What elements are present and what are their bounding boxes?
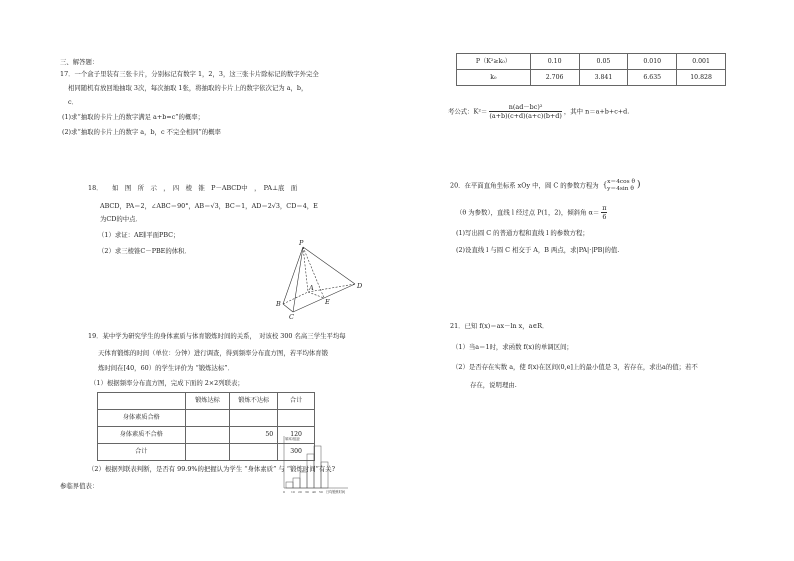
table-row [98, 410, 315, 427]
q18-line3: 为CD的中点． [100, 215, 142, 223]
edge-PC [293, 247, 303, 312]
q20-close-paren: ) [637, 180, 641, 191]
q20-line1 [450, 179, 641, 192]
table-cell [185, 427, 230, 444]
table-cell: 50 [230, 427, 278, 444]
q18-sub2: （2）求三棱锥C－PBE的体积． [98, 247, 191, 255]
table-cell: 0.001 [677, 54, 726, 70]
q21-sub2b: 存在，说明理由. [470, 381, 517, 389]
table-cell: 3.841 [579, 70, 628, 86]
pyramid-figure [270, 238, 370, 320]
table-header-cell [98, 393, 186, 410]
q18-line2: ABCD，PA＝2，∠ABC＝90°，AB＝√3，BC＝1，AD＝2√3，CD＝4，E [100, 202, 318, 210]
table-cell: 10.828 [677, 70, 726, 86]
edge-PD [303, 247, 355, 284]
table-cell: 身体素质合格 [98, 410, 186, 427]
table-cell: 300 [278, 444, 315, 461]
frequency-histogram [276, 432, 356, 494]
table-cell: 0.05 [579, 54, 628, 70]
formula-prefix: 考公式：K²＝ [448, 107, 488, 116]
formula-denominator: (a+b)(c+d)(a+c)(b+d) [489, 112, 562, 120]
q20-line1-text: 20．在平面直角坐标系 xOy 中，圆 C 的参数方程为 [450, 181, 599, 190]
q20-sub2: (2)设直线 l 与圆 C 相交于 A，B 两点，求|PA|·|PB|的值. [456, 246, 620, 254]
table-cell: k₀ [457, 70, 531, 86]
edge-AD [308, 284, 355, 292]
q17-line1: 17．一个盒子里装有三张卡片，分别标记有数字 1，2，3，这三张卡片除标记的数字外完全 [60, 70, 319, 78]
table-row [457, 70, 726, 86]
q19-line2: 天体育锻炼的时间（单位：分钟）进行调查，得到频率分布直方图，若平均体育锻 [98, 349, 329, 357]
table-cell [185, 444, 230, 461]
label-P: P [299, 239, 304, 247]
q19-line1: 19．某中学为研究学生的身体素质与体育锻炼时间的关系， 对该校 300 名高三学生平均每 [88, 332, 346, 340]
q19-line3: 炼时间在[40，60）的学生评价为 “锻炼达标”． [98, 364, 234, 372]
q20-eq2: y＝4sin θ [607, 185, 634, 192]
edge-PB [283, 247, 303, 304]
q19-sub2: （2）根据列联表判断，是否有 99.9%的把握认为学生 “身体素质” 与 “锻炼时间”有关? [88, 465, 336, 473]
hist-tick: 20 [298, 490, 302, 494]
q20-frac-num: π [602, 204, 607, 212]
label-B: B [276, 300, 281, 308]
hist-bar [293, 478, 300, 488]
table-row [457, 54, 726, 70]
table-header-cell: 锻炼达标 [185, 393, 230, 410]
q19-ref-label: 参临界值表： [60, 482, 99, 490]
edge-BC [283, 304, 293, 312]
formula [448, 103, 629, 120]
table-cell [278, 410, 315, 427]
hist-tick: 0 [283, 490, 285, 494]
table-cell: P（K²≥k₀） [457, 54, 531, 70]
formula-fraction [489, 103, 562, 120]
q20-param-eq [607, 179, 635, 192]
table-cell [230, 410, 278, 427]
q17-line2: 相同随机有放回地抽取 3次，每次抽取 1张，将抽取的卡片上的数字依次记为 a，b， [68, 84, 308, 92]
label-A: A [309, 284, 314, 292]
table-cell [230, 444, 278, 461]
q20-line2-text: （θ 为参数），直线 l 经过点 P(1，2)，倾斜角 α＝ [456, 208, 600, 217]
hist-bar [286, 482, 293, 488]
hist-tick: 50 [319, 490, 323, 494]
hist-tick: 40 [312, 490, 316, 494]
table-cell: 合计 [98, 444, 186, 461]
hist-tick: 10 [291, 490, 295, 494]
edge-CD [293, 284, 355, 312]
q20-line2 [456, 204, 607, 221]
formula-numerator: n(ad－bc)² [489, 103, 562, 112]
q20-sub1: (1)写出圆 C 的普通方程和直线 l 的参数方程； [456, 229, 589, 237]
q18-sub1: （1）求证：AE∥平面PBC； [98, 231, 180, 239]
table-header-cell: 合计 [278, 393, 315, 410]
critical-value-table [456, 53, 726, 86]
hist-ylabel: 频率/组距 [285, 437, 300, 441]
table-header-row [98, 393, 315, 410]
q20-frac-den: 6 [602, 213, 607, 221]
table-cell: 0.10 [530, 54, 579, 70]
hist-xlabel: 日均锻炼时间 [326, 490, 346, 494]
q19-sub1: （1）根据频率分布直方图，完成下面的 2×2列联表； [90, 379, 244, 387]
table-cell [185, 410, 230, 427]
label-E: E [325, 298, 330, 306]
q17-sub2: (2)求“抽取的卡片上的数字 a，b，c 不完全相同”的概率 [62, 128, 221, 136]
label-C: C [289, 313, 294, 320]
table-cell: 6.635 [628, 70, 677, 86]
formula-suffix: ，其中 n＝a+b+c+d. [563, 107, 630, 116]
q20-eq1: x＝4cos θ [607, 179, 635, 185]
q18-line1: 18． 如 图 所 示 ， 四 棱 锥 P－ABCD中 ， PA⊥底 面 [88, 184, 298, 192]
label-D: D [357, 282, 363, 290]
table-header-cell: 锻炼不达标 [230, 393, 278, 410]
q21-sub1: （1）当a＝1时，求函数 f(x)的单调区间； [452, 343, 573, 351]
table-cell: 0.010 [628, 54, 677, 70]
q17-sub1: (1)求“抽取的卡片上的数字满足 a+b=c”的概率； [62, 113, 205, 121]
table-cell: 120 [278, 427, 315, 444]
table-cell: 2.706 [530, 70, 579, 86]
hist-bar [300, 472, 307, 488]
table-cell: 身体素质不合格 [98, 427, 186, 444]
q21-line1: 21．已知 f(x)＝ax－ln x，a∈R． [450, 322, 549, 330]
q17-line3: c． [68, 98, 78, 106]
hist-tick: 30 [305, 490, 309, 494]
q21-sub2: （2）是否存在实数 a，使 f(x)在区间(0,e]上的最小值是 3，若存在，求出a的值；若不 [452, 363, 698, 371]
q20-brace: { [602, 181, 608, 190]
section-title: 三、解答题： [60, 58, 99, 66]
q20-angle-fraction [601, 204, 607, 221]
